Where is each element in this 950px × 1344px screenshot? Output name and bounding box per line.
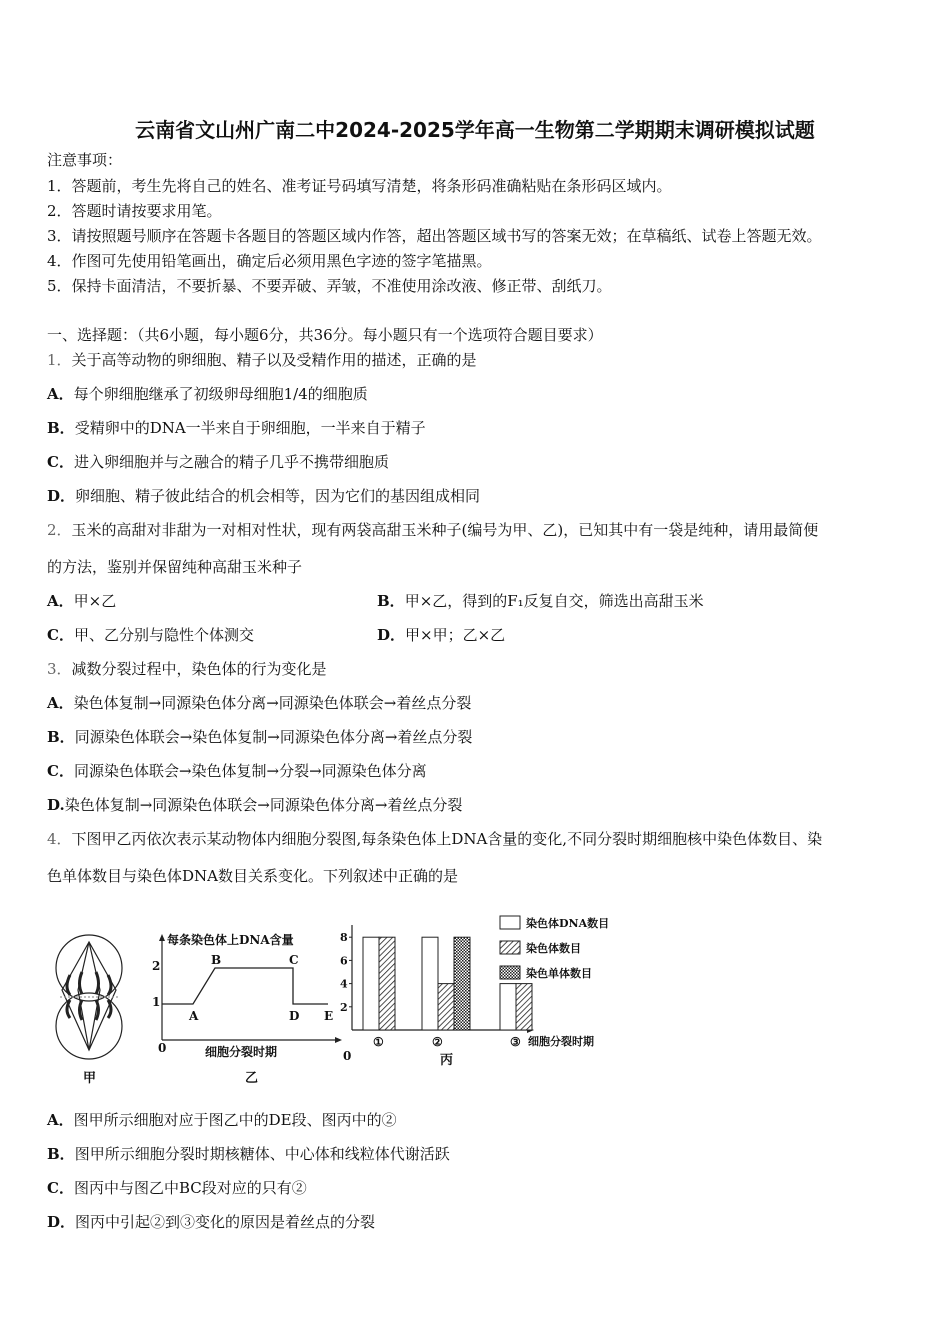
option-key: C． bbox=[47, 626, 74, 644]
option-text: 甲×乙，得到的F₁反复自交，筛选出高甜玉米 bbox=[404, 592, 704, 610]
legend-label: 染色单体数目 bbox=[526, 967, 592, 980]
category-label: ③ bbox=[510, 1035, 521, 1049]
question-4-stem bbox=[47, 829, 822, 849]
option-key: D． bbox=[47, 487, 76, 505]
q2-option-c bbox=[47, 625, 254, 645]
q1-option-d bbox=[47, 486, 480, 506]
point-label-a: A bbox=[189, 1009, 199, 1023]
x-axis-label: 细胞分裂时期 bbox=[205, 1045, 278, 1059]
y-tick-label: 4 bbox=[340, 977, 348, 991]
option-key: B． bbox=[377, 592, 405, 610]
option-key: B． bbox=[47, 1145, 75, 1163]
option-key: D． bbox=[377, 626, 406, 644]
question-4-figure bbox=[0, 900, 650, 1095]
legend-swatch bbox=[500, 966, 520, 979]
bar-2-cat-1 bbox=[379, 937, 395, 1030]
option-text: 图甲所示细胞分裂时期核糖体、中心体和线粒体代谢活跃 bbox=[74, 1145, 450, 1163]
option-key: B． bbox=[47, 419, 75, 437]
option-text: 甲×乙 bbox=[73, 592, 117, 610]
legend-swatch bbox=[500, 916, 520, 929]
y-tick-label: 6 bbox=[340, 954, 348, 968]
option-text: 受精卵中的DNA一半来自于卵细胞，一半来自于精子 bbox=[74, 419, 426, 437]
q1-option-b bbox=[47, 418, 426, 438]
y-axis-label: 每条染色体上DNA含量 bbox=[167, 933, 294, 947]
option-text: 甲×甲；乙×乙 bbox=[405, 626, 506, 644]
point-label-b: B bbox=[211, 953, 222, 967]
origin-label: 0 bbox=[343, 1049, 352, 1063]
point-label-c: C bbox=[289, 953, 299, 967]
bar-2-cat-3 bbox=[516, 984, 532, 1030]
option-text: 染色体复制→同源染色体分离→同源染色体联会→着丝点分裂 bbox=[73, 694, 472, 712]
option-text: 同源染色体联会→染色体复制→同源染色体分离→着丝点分裂 bbox=[74, 728, 473, 746]
option-key: A． bbox=[47, 1111, 74, 1129]
q3-option-a bbox=[47, 693, 471, 713]
figure-yi-label: 乙 bbox=[245, 1071, 259, 1086]
category-label: ② bbox=[432, 1035, 443, 1049]
bar-1-cat-2 bbox=[422, 937, 438, 1030]
legend-label: 染色体DNA数目 bbox=[526, 917, 610, 930]
option-text: 进入卵细胞并与之融合的精子几乎不携带细胞质 bbox=[73, 453, 389, 471]
origin-label: 0 bbox=[158, 1041, 167, 1055]
note-item: 3．请按照题号顺序在答题卡各题目的答题区域内作答，超出答题区域书写的答案无效；在草稿纸、试卷上答题无效。 bbox=[47, 227, 822, 245]
question-text: 玉米的高甜对非甜为一对相对性状，现有两袋高甜玉米种子(编号为甲、乙)，已知其中有一袋是纯种，请用最简便 bbox=[71, 521, 819, 539]
q4-option-b bbox=[47, 1144, 450, 1164]
question-text: 关于高等动物的卵细胞、精子以及受精作用的描述，正确的是 bbox=[71, 351, 477, 369]
q2-option-d bbox=[377, 625, 505, 645]
bar-1-cat-3 bbox=[500, 984, 516, 1030]
question-number: 2． bbox=[47, 521, 72, 539]
option-key: C． bbox=[47, 762, 74, 780]
figure-jia-label: 甲 bbox=[83, 1071, 97, 1086]
bar-2-cat-2 bbox=[438, 984, 454, 1030]
figure-bing-label: 丙 bbox=[440, 1053, 454, 1068]
question-number: 1． bbox=[47, 351, 72, 369]
q1-option-c bbox=[47, 452, 389, 472]
option-text: 同源染色体联会→染色体复制→分裂→同源染色体分离 bbox=[73, 762, 427, 780]
question-3-stem bbox=[47, 659, 327, 679]
q2-option-a bbox=[47, 591, 116, 611]
note-item: 2．答题时请按要求用笔。 bbox=[47, 202, 222, 220]
option-key: D． bbox=[47, 1213, 76, 1231]
page-title: 云南省文山州广南二中2024-2025学年高一生物第二学期期末调研模拟试题 bbox=[135, 118, 815, 142]
y-tick-label: 1 bbox=[152, 995, 161, 1009]
y-tick-label: 8 bbox=[340, 931, 348, 945]
option-text: 卵细胞、精子彼此结合的机会相等，因为它们的基因组成相同 bbox=[75, 487, 481, 505]
note-item: 1．答题前，考生先将自己的姓名、准考证号码填写清楚，将条形码准确粘贴在条形码区域内。 bbox=[47, 177, 672, 195]
q4-option-d bbox=[47, 1212, 375, 1232]
option-key: B． bbox=[47, 728, 75, 746]
option-key: A． bbox=[47, 385, 74, 403]
question-text: 下图甲乙丙依次表示某动物体内细胞分裂图,每条染色体上DNA含量的变化,不同分裂时期细胞核中染色体数目、染 bbox=[71, 830, 823, 848]
question-4-stem-cont: 色单体数目与染色体DNA数目关系变化。下列叙述中正确的是 bbox=[47, 867, 458, 885]
option-key: A． bbox=[47, 592, 74, 610]
bar-1-cat-1 bbox=[363, 937, 379, 1030]
option-key: C． bbox=[47, 1179, 74, 1197]
dividing-cell-diagram bbox=[56, 935, 122, 1059]
option-text: 甲、乙分别与隐性个体测交 bbox=[73, 626, 254, 644]
q2-option-b bbox=[377, 591, 704, 611]
q4-option-a bbox=[47, 1110, 397, 1130]
point-label-d: D bbox=[289, 1009, 300, 1023]
option-key: D. bbox=[47, 796, 65, 814]
option-text: 染色体复制→同源染色体联会→同源染色体分离→着丝点分裂 bbox=[64, 796, 463, 814]
option-text: 每个卵细胞继承了初级卵母细胞1/4的细胞质 bbox=[73, 385, 368, 403]
question-number: 4． bbox=[47, 830, 72, 848]
note-item: 4．作图可先使用铅笔画出，确定后必须用黑色字迹的签字笔描黑。 bbox=[47, 252, 492, 270]
option-key: C． bbox=[47, 453, 74, 471]
question-text: 减数分裂过程中，染色体的行为变化是 bbox=[71, 660, 327, 678]
bar-chart bbox=[340, 916, 609, 1063]
category-label: ① bbox=[373, 1035, 384, 1049]
q3-option-d bbox=[47, 795, 462, 815]
legend-label: 染色体数目 bbox=[526, 942, 581, 955]
question-2-stem-cont: 的方法，鉴别并保留纯种高甜玉米种子 bbox=[47, 558, 303, 576]
q4-option-c bbox=[47, 1178, 307, 1198]
question-2-stem bbox=[47, 520, 818, 540]
question-number: 3． bbox=[47, 660, 72, 678]
option-key: A． bbox=[47, 694, 74, 712]
dna-content-line-chart bbox=[152, 932, 342, 1059]
y-tick-label: 2 bbox=[152, 959, 161, 973]
q1-option-a bbox=[47, 384, 368, 404]
dna-content-line bbox=[162, 968, 328, 1004]
option-text: 图丙中引起②到③变化的原因是着丝点的分裂 bbox=[75, 1213, 376, 1231]
legend-swatch bbox=[500, 941, 520, 954]
q3-option-c bbox=[47, 761, 427, 781]
x-axis-label: 细胞分裂时期 bbox=[528, 1035, 594, 1048]
option-text: 图丙中与图乙中BC段对应的只有② bbox=[73, 1179, 307, 1197]
q3-option-b bbox=[47, 727, 472, 747]
note-item: 5．保持卡面清洁，不要折暴、不要弄破、弄皱，不准使用涂改液、修正带、刮纸刀。 bbox=[47, 277, 612, 295]
y-tick-label: 2 bbox=[340, 1000, 348, 1014]
bar-3-cat-2 bbox=[454, 937, 470, 1030]
section-heading: 一、选择题：（共6小题，每小题6分，共36分。每小题只有一个选项符合题目要求） bbox=[47, 326, 603, 344]
option-text: 图甲所示细胞对应于图乙中的DE段、图丙中的② bbox=[73, 1111, 397, 1129]
question-1-stem bbox=[47, 350, 477, 370]
point-label-e: E bbox=[324, 1009, 334, 1023]
notes-heading: 注意事项： bbox=[47, 151, 123, 169]
